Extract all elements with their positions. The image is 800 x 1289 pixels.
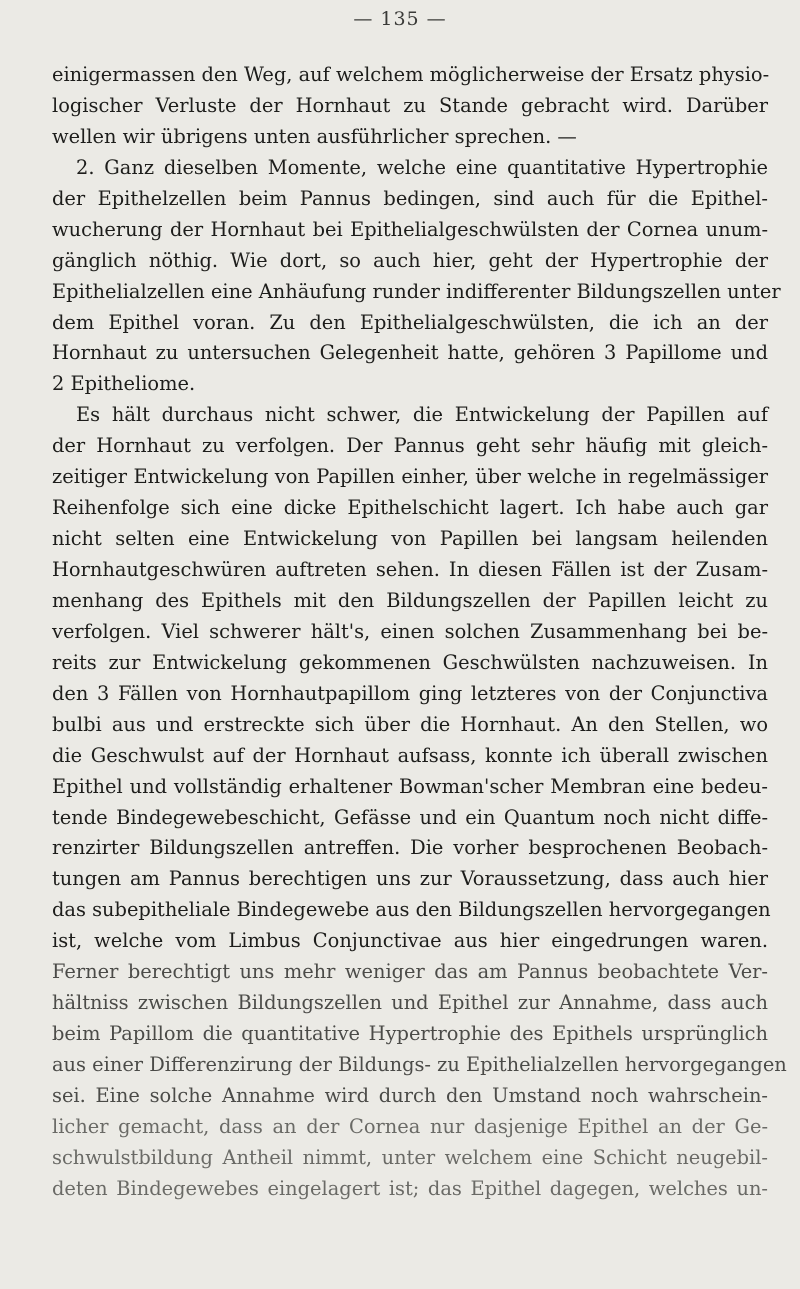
text-line: dem Epithel voran. Zu den Epithelialgeschwülsten, die ich an der bbox=[52, 310, 768, 334]
text-line: der Epithelzellen beim Pannus bedingen, sind auch für die Epithel- bbox=[52, 186, 768, 210]
text-line: der Hornhaut zu verfolgen. Der Pannus geht sehr häufig mit gleich- bbox=[52, 434, 768, 458]
text-line: Ferner berechtigt uns mehr weniger das am Pannus beobachtete Ver- bbox=[52, 960, 768, 984]
text-line: Reihenfolge sich eine dicke Epithelschicht lagert. Ich habe auch gar bbox=[52, 496, 768, 520]
text-line: tungen am Pannus berechtigen uns zur Voraussetzung, dass auch hier bbox=[52, 867, 768, 891]
text-line: zeitiger Entwickelung von Papillen einher, über welche in regelmässiger bbox=[52, 465, 768, 489]
text-line: sei. Eine solche Annahme wird durch den Umstand noch wahrschein- bbox=[52, 1083, 768, 1107]
text-line: ist, welche vom Limbus Conjunctivae aus hier eingedrungen waren. bbox=[52, 929, 768, 953]
text-line: Epithelialzellen eine Anhäufung runder indifferenter Bildungszellen unter bbox=[52, 279, 781, 303]
text-line: tende Bindegewebeschicht, Gefässe und ein Quantum noch nicht diffe- bbox=[52, 805, 768, 829]
text-line: wucherung der Hornhaut bei Epithelialgeschwülsten der Cornea unum- bbox=[52, 217, 768, 241]
text-line: den 3 Fällen von Hornhautpapillom ging letzteres von der Conjunctiva bbox=[52, 681, 768, 705]
text-line: menhang des Epithels mit den Bildungszellen der Papillen leicht zu bbox=[52, 588, 768, 612]
text-line: bulbi aus und erstreckte sich über die Hornhaut. An den Stellen, wo bbox=[52, 712, 768, 736]
text-line: das subepitheliale Bindegewebe aus den Bildungszellen hervorgegangen bbox=[52, 898, 771, 922]
text-line: beim Papillom die quantitative Hypertrophie des Epithels ursprünglich bbox=[52, 1022, 768, 1046]
text-line: reits zur Entwickelung gekommenen Geschwülsten nachzuweisen. In bbox=[52, 650, 768, 674]
text-line: die Geschwulst auf der Hornhaut aufsass, konnte ich überall zwischen bbox=[52, 743, 768, 767]
text-line: aus einer Differenzirung der Bildungs- zu Epithelialzellen hervorgegangen bbox=[52, 1053, 787, 1076]
text-line: schwulstbildung Antheil nimmt, unter welchem eine Schicht neugebil- bbox=[52, 1145, 768, 1169]
text-line: Hornhautgeschwüren auftreten sehen. In diesen Fällen ist der Zusam- bbox=[52, 558, 768, 581]
text-line: logischer Verluste der Hornhaut zu Stande gebracht wird. Darüber bbox=[52, 93, 768, 117]
text-line: verfolgen. Viel schwerer hält's, einen solchen Zusammenhang bei be- bbox=[52, 619, 768, 643]
page-number: — 135 — bbox=[353, 8, 447, 30]
text-line: Epithel und vollständig erhaltener Bowman'scher Membran eine bedeu- bbox=[52, 774, 768, 798]
text-line: hältniss zwischen Bildungszellen und Epithel zur Annahme, dass auch bbox=[52, 991, 768, 1015]
text-line: gänglich nöthig. Wie dort, so auch hier, geht der Hypertrophie der bbox=[52, 248, 768, 272]
text-line: deten Bindegewebes eingelagert ist; das Epithel dagegen, welches un- bbox=[52, 1176, 768, 1200]
text-line: wellen wir übrigens unten ausführlicher sprechen. — bbox=[52, 124, 577, 148]
text-line: einigermassen den Weg, auf welchem möglicherweise der Ersatz physio- bbox=[52, 63, 770, 86]
text-line: Hornhaut zu untersuchen Gelegenheit hatte, gehören 3 Papillome und bbox=[52, 341, 768, 365]
text-line: 2. Ganz dieselben Momente, welche eine quantitative Hypertrophie bbox=[76, 155, 768, 179]
text-line: 2 Epitheliome. bbox=[52, 372, 196, 396]
text-line: licher gemacht, dass an der Cornea nur dasjenige Epithel an der Ge- bbox=[52, 1114, 768, 1138]
text-line: nicht selten eine Entwickelung von Papillen bei langsam heilenden bbox=[52, 527, 768, 551]
body-text bbox=[52, 60, 787, 1205]
text-line: renzirter Bildungszellen antreffen. Die vorher besprochenen Beobach- bbox=[52, 836, 768, 860]
text-line: Es hält durchaus nicht schwer, die Entwickelung der Papillen auf bbox=[76, 403, 768, 427]
